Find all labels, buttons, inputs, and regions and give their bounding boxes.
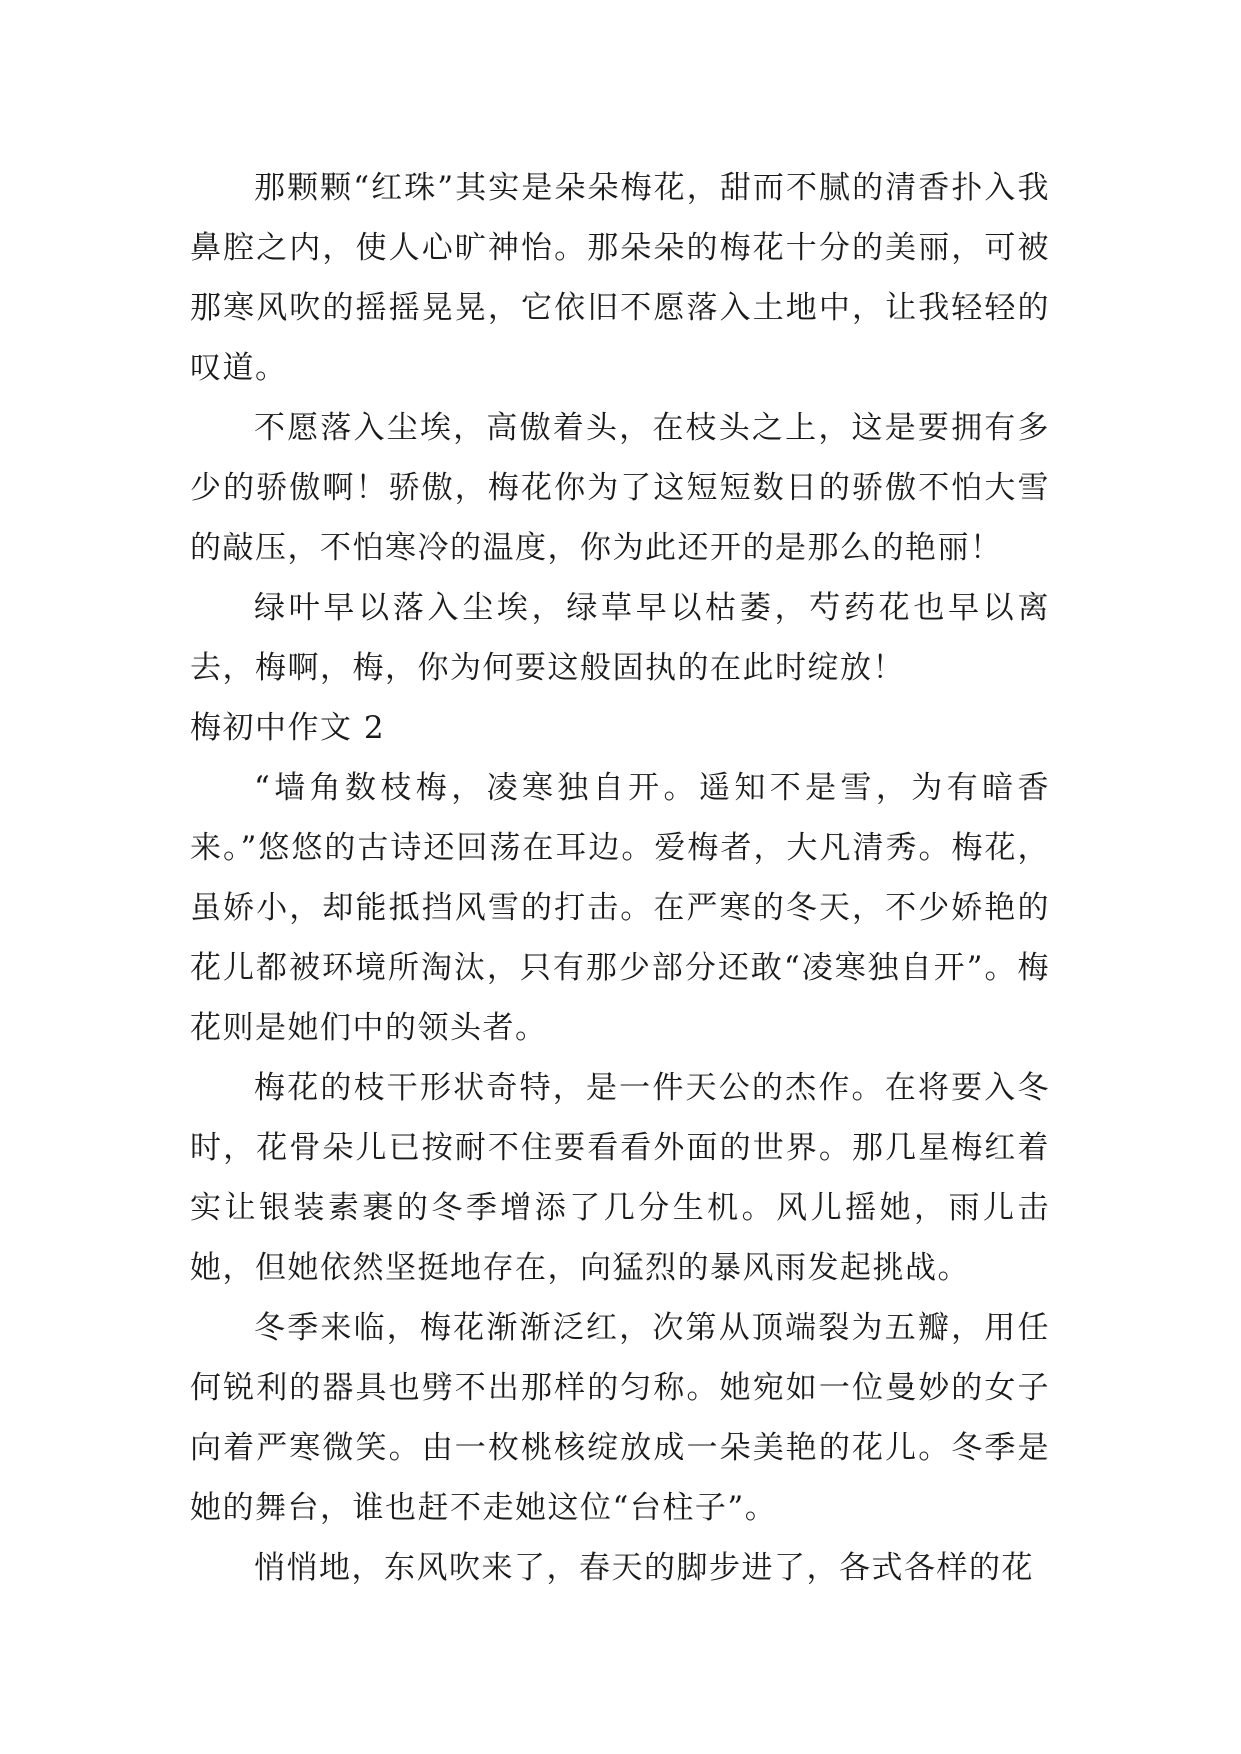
document-body xyxy=(190,158,1050,1598)
paragraph: 那颗颗“红珠”其实是朵朵梅花，甜而不腻的清香扑入我鼻腔之内，使人心旷神怡。那朵朵的梅花十分的美丽，可被那寒风吹的摇摇晃晃，它依旧不愿落入土地中，让我轻轻的叹道。 xyxy=(190,170,1050,386)
section-heading: 梅初中作文 2 xyxy=(190,710,386,746)
paragraph: 悄悄地，东风吹来了，春天的脚步进了，各式各样的花 xyxy=(254,1550,1034,1586)
paragraph: “墙角数枝梅，凌寒独自开。遥知不是雪，为有暗香来。”悠悠的古诗还回荡在耳边。爱梅者，大凡清秀。梅花，虽娇小，却能抵挡风雪的打击。在严寒的冬天，不少娇艳的花儿都被环境所淘汰，只有那少部分还敢“凌寒独自开”。梅花则是她们中的领头者。 xyxy=(190,770,1050,1046)
paragraph: 梅花的枝干形状奇特，是一件天公的杰作。在将要入冬时，花骨朵儿已按耐不住要看看外面的世界。那几星梅红着实让银装素裹的冬季增添了几分生机。风儿摇她，雨儿击她，但她依然坚挺地存在，向猛烈的暴风雨发起挑战。 xyxy=(190,1070,1050,1286)
paragraph: 不愿落入尘埃，高傲着头，在枝头之上，这是要拥有多少的骄傲啊！骄傲，梅花你为了这短短数日的骄傲不怕大雪的敲压，不怕寒冷的温度，你为此还开的是那么的艳丽！ xyxy=(190,410,1050,566)
paragraph: 绿叶早以落入尘埃，绿草早以枯萎，芍药花也早以离去，梅啊，梅，你为何要这般固执的在此时绽放！ xyxy=(190,590,1050,686)
paragraph: 冬季来临，梅花渐渐泛红，次第从顶端裂为五瓣，用任何锐利的器具也劈不出那样的匀称。她宛如一位曼妙的女子向着严寒微笑。由一枚桃核绽放成一朵美艳的花儿。冬季是她的舞台，谁也赶不走她这位“台柱子”。 xyxy=(190,1310,1050,1526)
